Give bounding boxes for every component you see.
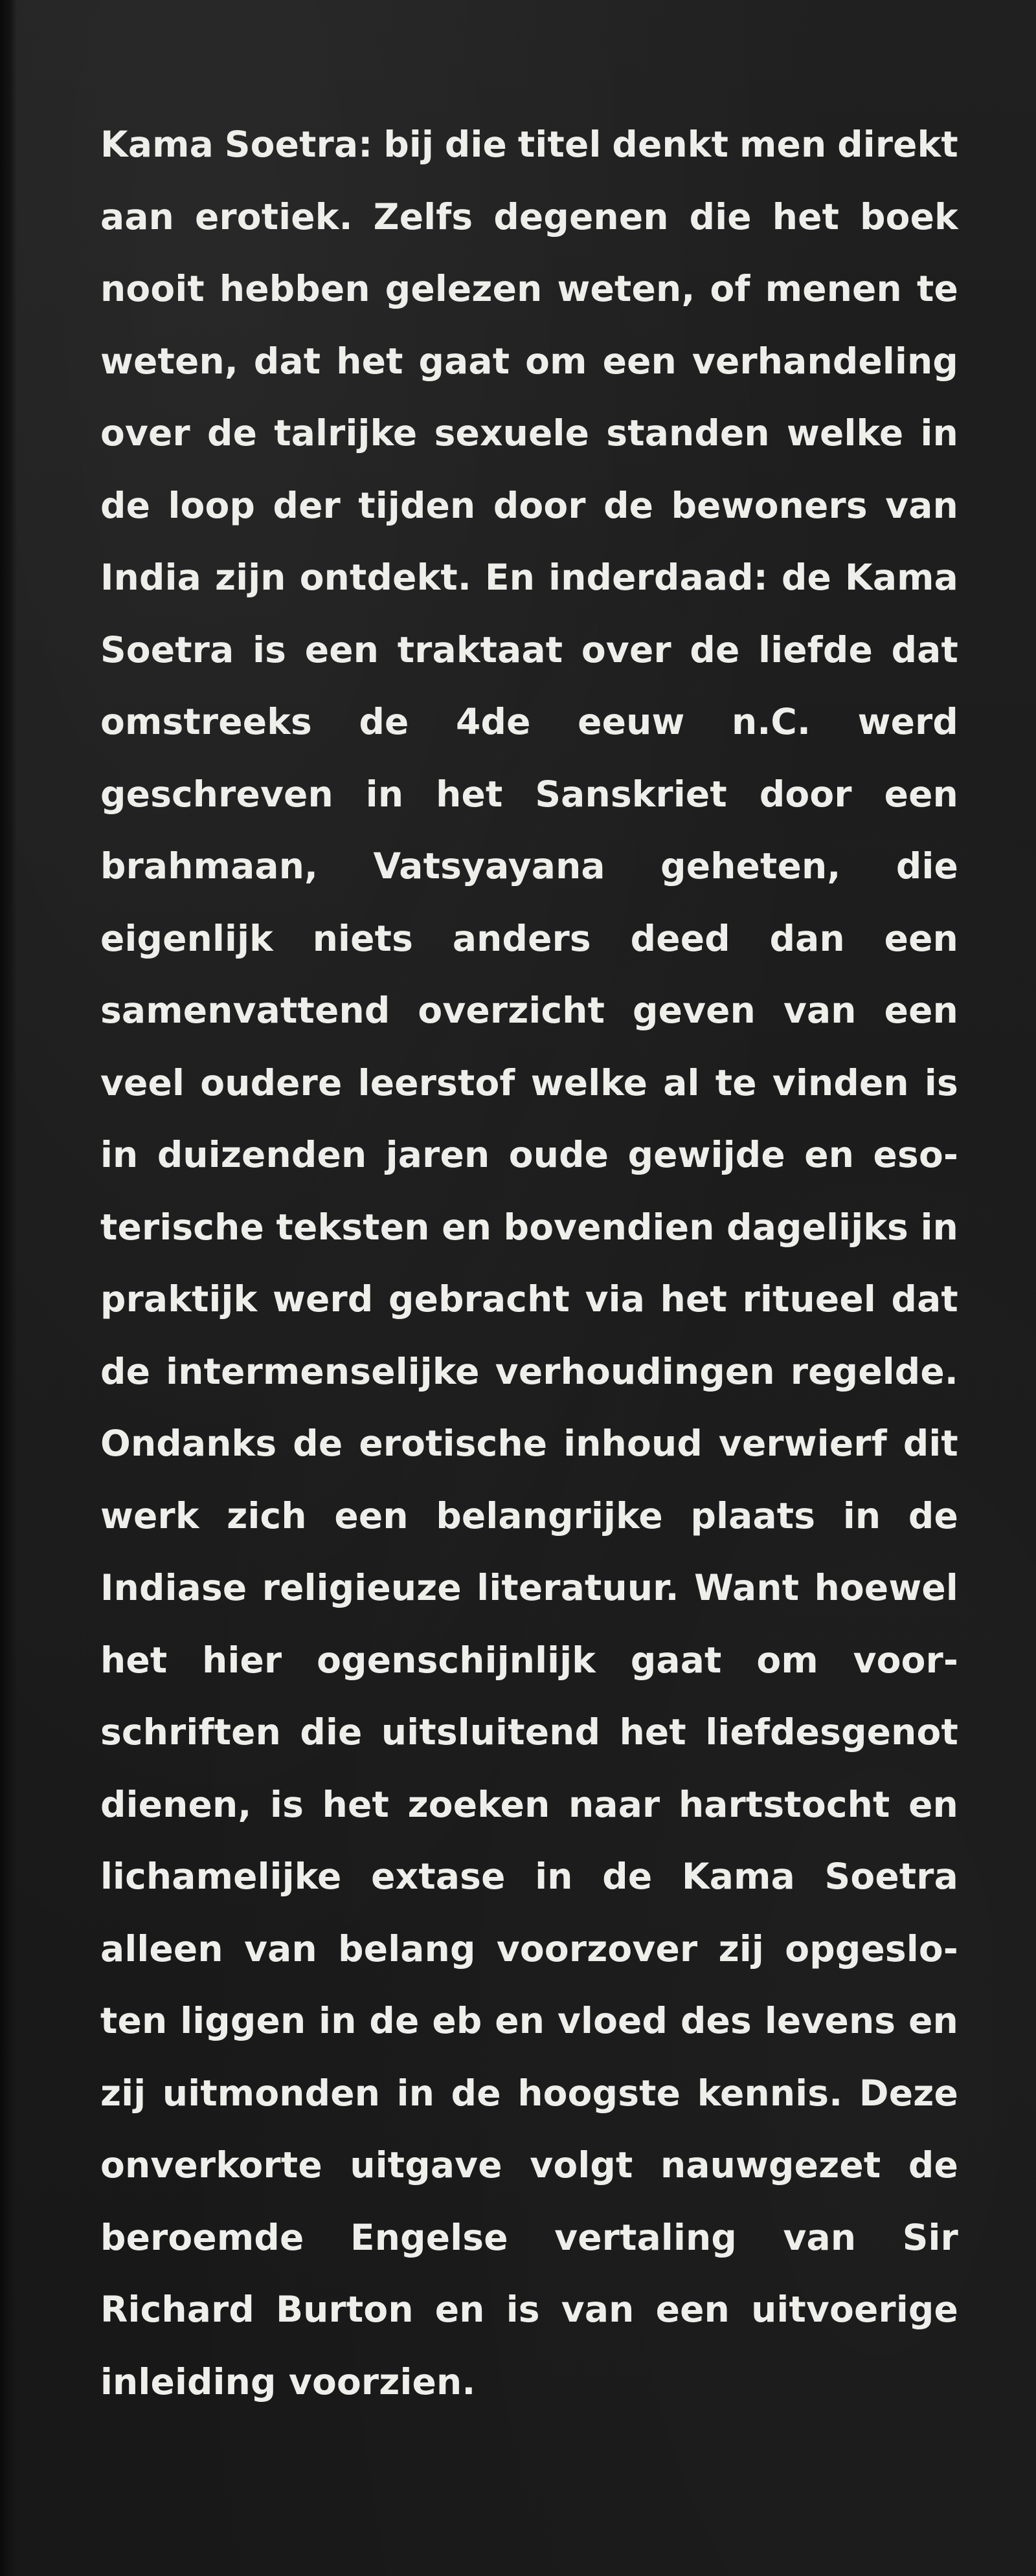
blurb-word: dat	[253, 340, 321, 382]
blurb-word: welke	[530, 1061, 648, 1104]
blurb-word: gaat	[418, 340, 510, 382]
blurb-word: verhandeling	[692, 340, 958, 382]
blurb-word: hebben	[219, 268, 370, 309]
blurb-line	[100, 326, 958, 398]
blurb-word: zich	[227, 1494, 307, 1537]
blurb-word: niets	[312, 917, 414, 959]
blurb-word: de	[451, 2072, 501, 2114]
blurb-line	[100, 1119, 958, 1192]
blurb-word: erotiek.	[194, 195, 353, 238]
blurb-word: in	[842, 1494, 881, 1537]
blurb-word: sexuele	[434, 412, 590, 454]
blurb-word: zoeken	[407, 1783, 550, 1825]
blurb-word: vinden	[772, 1061, 909, 1104]
blurb-word: weten,	[557, 268, 695, 309]
blurb-word: de	[293, 1423, 343, 1464]
blurb-line	[100, 1625, 958, 1697]
blurb-word: vertaling	[554, 2216, 737, 2258]
blurb-line	[100, 1985, 958, 2058]
blurb-line	[100, 903, 958, 975]
blurb-word: die	[300, 1711, 363, 1753]
blurb-word: regelde.	[790, 1350, 958, 1392]
blurb-word: Vatsyayana	[373, 845, 605, 887]
blurb-word: terische	[100, 1206, 264, 1248]
blurb-word: hoewel	[814, 1567, 958, 1608]
blurb-word: men	[739, 124, 827, 165]
blurb-word: om	[756, 1639, 818, 1681]
blurb-word: onverkorte	[100, 2144, 322, 2186]
blurb-word: is	[924, 1061, 958, 1104]
blurb-word: de	[908, 1494, 958, 1537]
blurb-word: al	[663, 1061, 700, 1104]
blurb-word: Soetra	[824, 1856, 958, 1897]
blurb-word: Kama	[845, 557, 958, 598]
blurb-line	[100, 542, 958, 614]
blurb-word: geheten,	[660, 845, 841, 887]
blurb-line	[100, 1408, 958, 1480]
blurb-word: beroemde	[100, 2216, 304, 2258]
blurb-word: en	[804, 1134, 855, 1175]
blurb-word: plaats	[690, 1494, 816, 1537]
blurb-word: standen	[606, 412, 770, 454]
blurb-word: traktaat	[397, 628, 563, 671]
blurb-line	[100, 470, 958, 542]
blurb-word: de	[100, 484, 151, 526]
blurb-line	[100, 975, 958, 1047]
blurb-word: en	[434, 2289, 485, 2330]
blurb-word: eb	[432, 2000, 482, 2041]
blurb-word: talrijke	[274, 412, 418, 454]
blurb-word: weten,	[100, 340, 238, 382]
blurb-line	[100, 759, 958, 831]
blurb-word: alleen	[100, 1927, 223, 1970]
blurb-word: de	[359, 701, 409, 742]
blurb-word: Ondanks	[100, 1423, 277, 1464]
blurb-word: lichamelijke	[100, 1856, 342, 1897]
blurb-word: titel	[517, 124, 602, 165]
blurb-word: het	[772, 195, 840, 238]
blurb-word: vloed	[557, 2000, 668, 2041]
blurb-word: uitvoerige	[751, 2289, 958, 2330]
blurb-word: en	[495, 2000, 545, 2041]
blurb-word: Want	[694, 1567, 800, 1608]
blurb-word: welke	[786, 412, 904, 454]
blurb-word: inderdaad:	[548, 557, 768, 598]
blurb-word: een	[884, 773, 958, 815]
blurb-word: schriften	[100, 1711, 281, 1753]
blurb-line	[100, 614, 958, 687]
blurb-word: van	[783, 2216, 857, 2258]
blurb-word: menen	[765, 268, 902, 309]
blurb-line	[100, 397, 958, 470]
blurb-word: deed	[630, 917, 730, 959]
blurb-word: belang	[338, 1927, 476, 1970]
blurb-line	[100, 1841, 958, 1913]
blurb-word: nooit	[100, 268, 205, 309]
blurb-word: gelezen	[385, 268, 543, 309]
blurb-word: liggen	[180, 2000, 306, 2041]
blurb-word: in	[100, 1134, 139, 1175]
blurb-word: En	[484, 557, 535, 598]
blurb-line	[100, 2274, 958, 2346]
blurb-word: de	[602, 1856, 653, 1897]
blurb-word: is	[506, 2289, 540, 2330]
blurb-word: Sanskriet	[535, 773, 727, 815]
blurb-line	[100, 1047, 958, 1120]
blurb-word: die	[689, 195, 752, 238]
blurb-word: loop	[168, 484, 256, 526]
blurb-word: boek	[860, 195, 958, 238]
blurb-word: dit	[903, 1423, 958, 1464]
blurb-word: liefdesgenot	[705, 1711, 958, 1753]
blurb-word: Engelse	[350, 2216, 508, 2258]
blurb-word: des	[680, 2000, 752, 2041]
blurb-word: de	[908, 2144, 958, 2186]
blurb-line	[100, 1192, 958, 1264]
blurb-word: ten	[100, 2000, 168, 2041]
blurb-word: de	[369, 2000, 420, 2041]
blurb-word: dagelijks	[726, 1206, 908, 1248]
blurb-word: dat	[891, 1278, 958, 1320]
blurb-word: voor-	[853, 1639, 958, 1681]
blurb-word: of	[710, 268, 750, 309]
blurb-line	[100, 830, 958, 903]
blurb-word: liefde	[758, 628, 873, 671]
blurb-word: over	[100, 412, 190, 454]
blurb-word: en	[442, 1206, 492, 1248]
blurb-word: denkt	[612, 124, 729, 165]
blurb-word: inhoud	[563, 1423, 703, 1464]
blurb-word: gaat	[630, 1639, 722, 1681]
blurb-word: Burton	[276, 2289, 414, 2330]
blurb-word: dat	[891, 628, 958, 671]
blurb-word: opgeslo-	[785, 1927, 958, 1970]
blurb-word: bewoners	[671, 484, 868, 526]
blurb-line: inleiding voorzien.	[100, 2360, 476, 2403]
blurb-word: duizenden	[157, 1134, 367, 1175]
blurb-word: in	[535, 1856, 573, 1897]
blurb-word: voorzover	[496, 1927, 698, 1970]
blurb-word: de	[100, 1350, 151, 1392]
blurb-word: literatuur.	[477, 1567, 679, 1608]
blurb-word: ontdekt.	[299, 557, 471, 598]
blurb-word: een	[884, 917, 958, 959]
blurb-word: Deze	[859, 2072, 958, 2114]
blurb-word: leerstof	[357, 1061, 515, 1104]
blurb-word: degenen	[493, 195, 669, 238]
blurb-word: de	[690, 628, 740, 671]
blurb-word: het	[322, 1783, 389, 1825]
blurb-line	[100, 253, 958, 326]
blurb-word: anders	[452, 917, 591, 959]
blurb-word: Kama	[681, 1856, 795, 1897]
blurb-word: van	[885, 484, 958, 526]
blurb-word: het	[436, 773, 503, 815]
blurb-word: nauwgezet	[660, 2144, 881, 2186]
blurb-word: bovendien	[503, 1206, 715, 1248]
blurb-word: die	[444, 124, 508, 165]
blurb-word: oudere	[200, 1061, 343, 1104]
blurb-word: hartstocht	[678, 1783, 890, 1825]
blurb-word: een	[602, 340, 677, 382]
blurb-word: door	[493, 484, 586, 526]
blurb-word: om	[525, 340, 587, 382]
blurb-word: door	[759, 773, 852, 815]
blurb-word: geschreven	[100, 773, 333, 815]
blurb-word: bij	[383, 124, 434, 165]
blurb-word: in	[365, 773, 404, 815]
blurb-word: tijden	[358, 484, 476, 526]
blurb-word: en	[908, 1783, 958, 1825]
blurb-word: Kama	[100, 124, 214, 165]
blurb-word: omstreeks	[100, 701, 312, 742]
blurb-word: India	[100, 557, 201, 598]
blurb-line	[100, 1552, 958, 1625]
blurb-word: gebracht	[388, 1278, 570, 1320]
blurb-line	[100, 1480, 958, 1553]
blurb-word: werk	[100, 1494, 199, 1537]
blurb-word: eigenlijk	[100, 917, 273, 959]
blurb-word: in	[319, 2000, 357, 2041]
blurb-word: praktijk	[100, 1278, 258, 1320]
blurb-word: religieuze	[262, 1567, 462, 1608]
blurb-word: Zelfs	[373, 195, 473, 238]
blurb-word: ogenschijnlijk	[317, 1639, 596, 1681]
blurb-word: een	[304, 628, 379, 671]
blurb-line	[100, 1769, 958, 1841]
blurb-word: uitmonden	[162, 2072, 381, 2114]
blurb-word: ritueel	[742, 1278, 876, 1320]
blurb-word: dan	[769, 917, 845, 959]
blurb-word: erotische	[359, 1423, 548, 1464]
blurb-word: is	[253, 628, 287, 671]
blurb-word: de	[207, 412, 258, 454]
blurb-word: in	[920, 412, 958, 454]
blurb-word: Indiase	[100, 1567, 247, 1608]
blurb-word: is	[270, 1783, 304, 1825]
back-cover-blurb	[100, 109, 958, 2418]
blurb-word: hier	[202, 1639, 282, 1681]
blurb-word: gewijde	[627, 1134, 785, 1175]
blurb-word: in	[396, 2072, 435, 2114]
blurb-word: naar	[569, 1783, 660, 1825]
blurb-word: van	[783, 990, 857, 1031]
blurb-word: de	[781, 557, 832, 598]
blurb-word: van	[561, 2289, 635, 2330]
blurb-word: Richard	[100, 2289, 254, 2330]
blurb-word: een	[884, 990, 958, 1031]
blurb-word: het	[100, 1639, 168, 1681]
blurb-word: zijn	[214, 557, 286, 598]
blurb-word: aan	[100, 195, 174, 238]
blurb-word: verwierf	[718, 1423, 887, 1464]
blurb-word: via	[585, 1278, 646, 1320]
blurb-word: teksten	[276, 1206, 430, 1248]
blurb-word: veel	[100, 1061, 185, 1104]
blurb-word: kennis.	[697, 2072, 843, 2114]
blurb-word: eso-	[873, 1134, 958, 1175]
blurb-line	[100, 2129, 958, 2202]
blurb-word: de	[603, 484, 654, 526]
blurb-word: oude	[508, 1134, 609, 1175]
blurb-word: het	[660, 1278, 727, 1320]
blurb-word: samenvattend	[100, 990, 390, 1031]
blurb-word: een	[655, 2289, 730, 2330]
blurb-word: zij	[100, 2072, 146, 2114]
blurb-line	[100, 109, 958, 181]
blurb-word: het	[336, 340, 403, 382]
blurb-word: volgt	[530, 2144, 633, 2186]
blurb-word: der	[273, 484, 341, 526]
blurb-word: levens	[764, 2000, 896, 2041]
blurb-word: direkt	[837, 124, 958, 165]
blurb-word: uitgave	[350, 2144, 502, 2186]
blurb-word: werd	[272, 1278, 374, 1320]
blurb-word: uitsluitend	[381, 1711, 601, 1753]
blurb-word: jaren	[385, 1134, 490, 1175]
spine-edge-shadow	[0, 0, 17, 2576]
blurb-word: extase	[371, 1856, 506, 1897]
blurb-line	[100, 686, 958, 759]
blurb-word: belangrijke	[436, 1494, 663, 1537]
blurb-word: brahmaan,	[100, 845, 319, 887]
blurb-line	[100, 2058, 958, 2130]
blurb-word: geven	[633, 990, 756, 1031]
blurb-word: zij	[718, 1927, 764, 1970]
blurb-line	[100, 1263, 958, 1336]
blurb-line	[100, 181, 958, 254]
blurb-word: 4de	[456, 701, 531, 742]
blurb-word: overzicht	[418, 990, 605, 1031]
blurb-word: werd	[857, 701, 958, 742]
blurb-word: n.C.	[731, 701, 811, 742]
blurb-word: over	[581, 628, 671, 671]
blurb-word: dienen,	[100, 1783, 252, 1825]
blurb-word: Soetra	[100, 628, 234, 671]
blurb-word: die	[895, 845, 958, 887]
blurb-word: en	[908, 2000, 958, 2041]
blurb-line	[100, 1336, 958, 1408]
blurb-word: van	[244, 1927, 317, 1970]
blurb-line	[100, 2202, 958, 2274]
blurb-word: hoogste	[517, 2072, 681, 2114]
blurb-word: te	[715, 1061, 757, 1104]
blurb-word: Sir	[902, 2216, 958, 2258]
blurb-word: in	[920, 1206, 958, 1248]
blurb-word: een	[334, 1494, 409, 1537]
blurb-line	[100, 1913, 958, 1986]
blurb-word: eeuw	[578, 701, 685, 742]
blurb-line	[100, 1696, 958, 1769]
blurb-word: het	[619, 1711, 686, 1753]
blurb-word: Soetra:	[224, 124, 373, 165]
blurb-word: intermenselijke	[166, 1350, 480, 1392]
blurb-word: te	[916, 268, 958, 309]
blurb-word: verhoudingen	[495, 1350, 775, 1392]
